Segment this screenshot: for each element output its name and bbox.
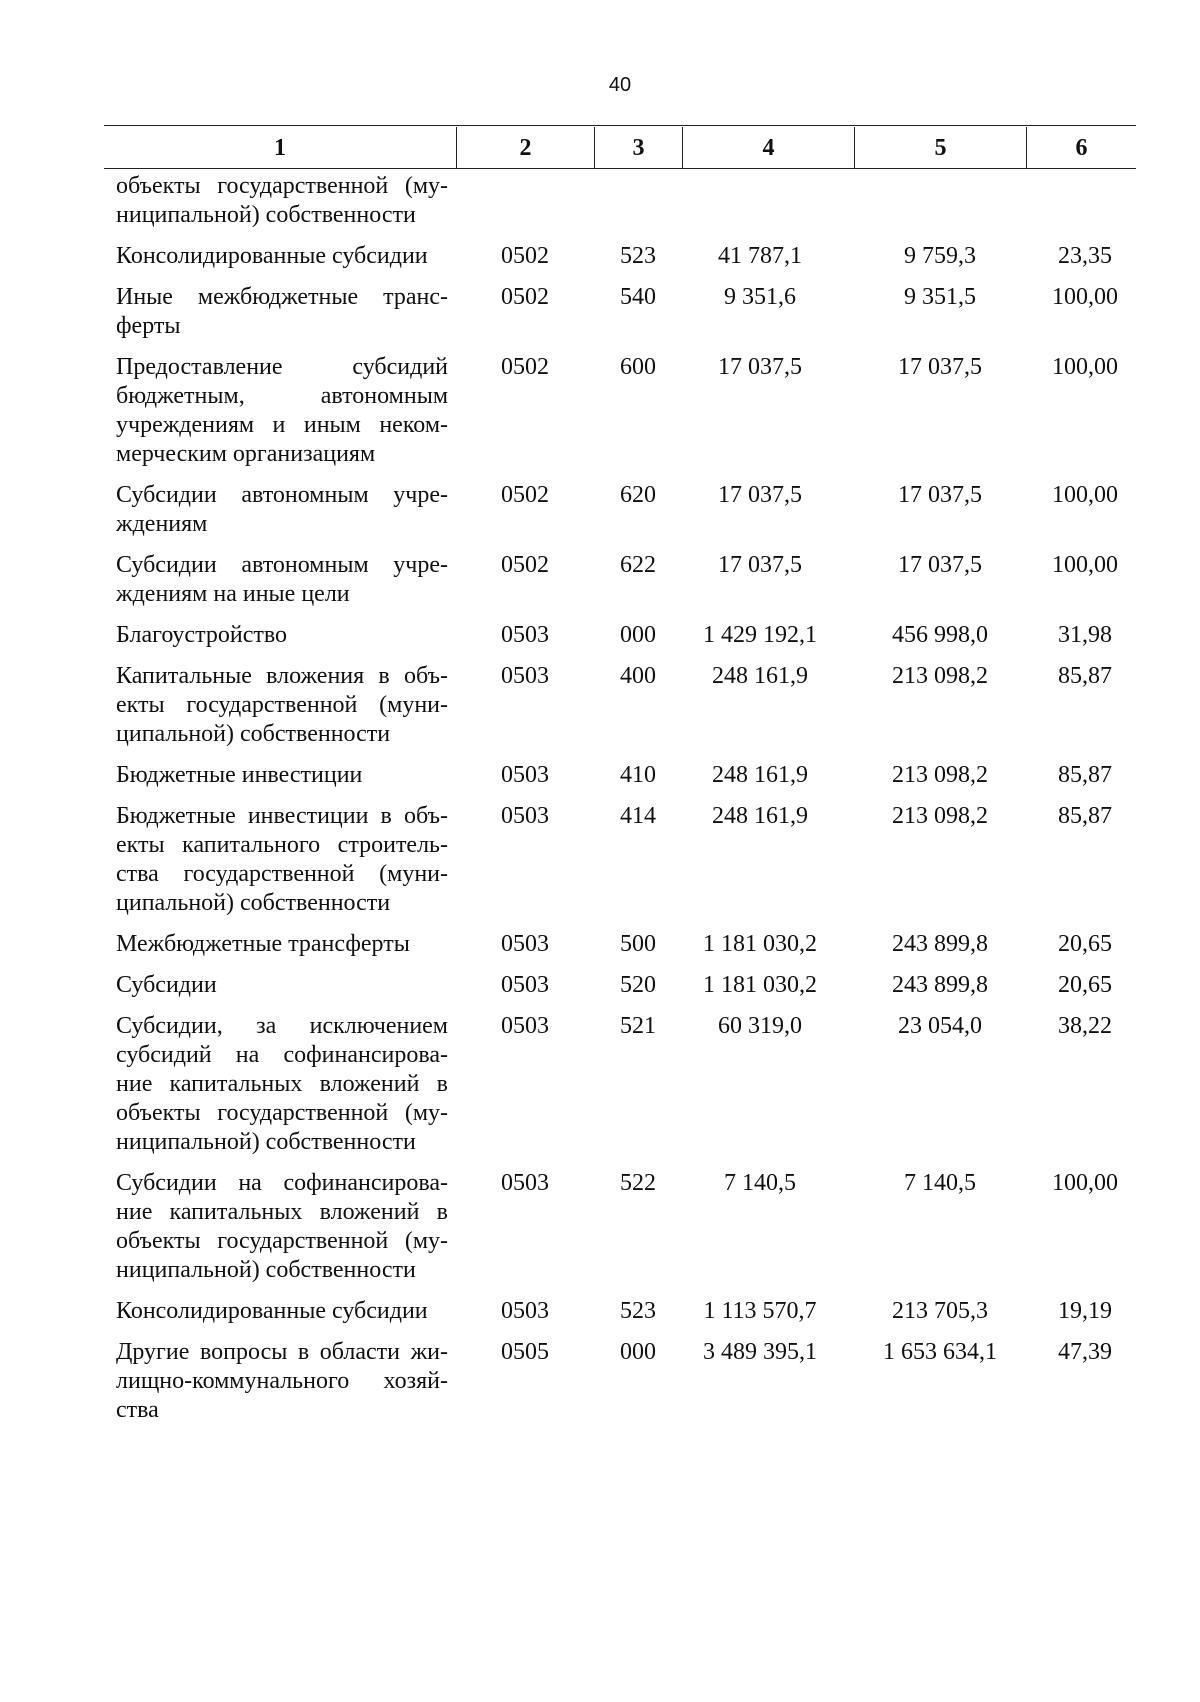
row-name-line: екты капитального строитель- — [116, 832, 448, 858]
cell-c4: 7 140,5 — [724, 1170, 796, 1196]
table-row — [104, 172, 1136, 230]
table-header — [104, 127, 1136, 169]
cell-c4: 17 037,5 — [718, 552, 802, 578]
row-name-line: Капитальные вложения в объ- — [116, 663, 448, 689]
row-name — [104, 172, 456, 230]
table-row — [104, 1297, 1136, 1326]
table-row — [104, 761, 1136, 790]
header-col-2: 2 — [456, 127, 594, 169]
cell-c3: 000 — [620, 1339, 656, 1365]
cell-c6: 20,65 — [1058, 931, 1112, 957]
cell-c6: 100,00 — [1052, 354, 1118, 380]
cell-c4: 248 161,9 — [712, 762, 808, 788]
row-name-line: объекты государственной (му- — [116, 173, 448, 199]
cell-c6: 20,65 — [1058, 972, 1112, 998]
row-name-line: Предоставление субсидий — [116, 354, 448, 380]
cell-c4 — [682, 172, 854, 230]
cell-c5: 17 037,5 — [898, 354, 982, 380]
table-row — [104, 971, 1136, 1000]
row-name-line: ждениям — [116, 511, 208, 537]
row-name — [104, 1012, 456, 1157]
table-row — [104, 283, 1136, 341]
row-name-line: ципальной) собственности — [116, 721, 391, 747]
row-name-line: объекты государственной (му- — [116, 1228, 448, 1254]
cell-c6: 23,35 — [1058, 243, 1112, 269]
cell-c3: 523 — [620, 1298, 656, 1324]
cell-c5: 7 140,5 — [904, 1170, 976, 1196]
cell-c6: 85,87 — [1058, 762, 1112, 788]
cell-c5: 17 037,5 — [898, 482, 982, 508]
row-name-line: ципальной) собственности — [116, 890, 391, 916]
table-row — [104, 930, 1136, 959]
table-row — [104, 1338, 1136, 1425]
row-name-line: учреждениям и иным неком- — [116, 412, 448, 438]
cell-c4: 3 489 395,1 — [703, 1339, 817, 1365]
cell-c6: 100,00 — [1052, 482, 1118, 508]
table-row — [104, 481, 1136, 539]
cell-c2: 0503 — [501, 622, 549, 648]
cell-c2: 0505 — [501, 1339, 549, 1365]
header-col-1: 1 — [274, 134, 286, 161]
row-name-line: Субсидии автономным учре- — [116, 482, 448, 508]
cell-c2: 0503 — [501, 803, 549, 829]
row-name — [104, 1338, 456, 1425]
row-name-line: Субсидии, за исключением — [116, 1013, 448, 1039]
page-number: 40 — [608, 74, 632, 96]
row-name-line: ние капитальных вложений в — [116, 1199, 448, 1225]
table-row — [104, 1012, 1136, 1157]
cell-c5: 213 705,3 — [892, 1298, 988, 1324]
cell-c2: 0503 — [501, 931, 549, 957]
row-name — [104, 1169, 456, 1285]
row-name-line: ждениям на иные цели — [116, 581, 350, 607]
header-col-5: 5 — [854, 127, 1026, 169]
cell-c2: 0502 — [501, 243, 549, 269]
cell-c3: 622 — [620, 552, 656, 578]
cell-c3: 414 — [620, 803, 656, 829]
row-name-line: Бюджетные инвестиции — [116, 762, 363, 788]
row-name-line: ниципальной) собственности — [116, 202, 416, 228]
cell-c5: 213 098,2 — [892, 762, 988, 788]
row-name-line: екты государственной (муни- — [116, 692, 448, 718]
row-name — [104, 551, 456, 609]
row-name-line: мерческим организациям — [116, 441, 376, 467]
row-name-line: ства государственной (муни- — [116, 861, 448, 887]
table-top-border — [104, 125, 1136, 126]
header-col-3: 3 — [594, 127, 682, 169]
cell-c5: 243 899,8 — [892, 931, 988, 957]
cell-c6: 100,00 — [1052, 284, 1118, 310]
cell-c4: 248 161,9 — [712, 803, 808, 829]
cell-c4: 1 181 030,2 — [703, 972, 817, 998]
cell-c3: 620 — [620, 482, 656, 508]
cell-c3: 400 — [620, 663, 656, 689]
cell-c4: 1 181 030,2 — [703, 931, 817, 957]
cell-c2: 0502 — [501, 354, 549, 380]
cell-c2: 0503 — [501, 1170, 549, 1196]
cell-c4: 17 037,5 — [718, 354, 802, 380]
cell-c5: 1 653 634,1 — [883, 1339, 997, 1365]
cell-c2: 0503 — [501, 663, 549, 689]
cell-c6: 85,87 — [1058, 803, 1112, 829]
cell-c2: 0502 — [501, 284, 549, 310]
cell-c2: 0502 — [501, 552, 549, 578]
row-name-line: Другие вопросы в области жи- — [116, 1339, 448, 1365]
row-name-line: Межбюджетные трансферты — [116, 931, 410, 957]
cell-c3 — [594, 172, 682, 230]
cell-c2: 0503 — [501, 972, 549, 998]
cell-c3: 000 — [620, 622, 656, 648]
table-row — [104, 353, 1136, 469]
table-row — [104, 802, 1136, 918]
row-name — [104, 283, 456, 341]
cell-c6: 38,22 — [1058, 1013, 1112, 1039]
cell-c2: 0502 — [501, 482, 549, 508]
cell-c5: 23 054,0 — [898, 1013, 982, 1039]
row-name-line: Субсидии на софинансирова- — [116, 1170, 448, 1196]
row-name-line: бюджетным, автономным — [116, 383, 448, 409]
cell-c3: 600 — [620, 354, 656, 380]
row-name — [104, 1297, 456, 1326]
table-row — [104, 1169, 1136, 1285]
row-name — [104, 621, 456, 650]
row-name — [104, 662, 456, 749]
row-name-line: Иные межбюджетные транс- — [116, 284, 448, 310]
cell-c6: 100,00 — [1052, 552, 1118, 578]
row-name — [104, 930, 456, 959]
cell-c5: 9 351,5 — [904, 284, 976, 310]
row-name-line: лищно-коммунального хозяй- — [116, 1368, 448, 1394]
row-name-line: Консолидированные субсидии — [116, 243, 428, 269]
cell-c3: 520 — [620, 972, 656, 998]
header-col-6: 6 — [1026, 127, 1136, 169]
cell-c5: 243 899,8 — [892, 972, 988, 998]
cell-c4: 1 429 192,1 — [703, 622, 817, 648]
row-name — [104, 242, 456, 271]
cell-c3: 521 — [620, 1013, 656, 1039]
cell-c3: 540 — [620, 284, 656, 310]
row-name-line: ниципальной) собственности — [116, 1257, 416, 1283]
cell-c5: 213 098,2 — [892, 663, 988, 689]
table-row — [104, 662, 1136, 749]
cell-c5 — [854, 172, 1026, 230]
row-name-line: субсидий на софинансирова- — [116, 1042, 448, 1068]
row-name — [104, 971, 456, 1000]
row-name-line: Благоустройство — [116, 622, 288, 648]
cell-c6: 31,98 — [1058, 622, 1112, 648]
row-name-line: ферты — [116, 313, 181, 339]
cell-c3: 410 — [620, 762, 656, 788]
cell-c5: 456 998,0 — [892, 622, 988, 648]
cell-c6: 19,19 — [1058, 1298, 1112, 1324]
row-name — [104, 481, 456, 539]
cell-c4: 17 037,5 — [718, 482, 802, 508]
row-name-line: Консолидированные субсидии — [116, 1298, 428, 1324]
row-name-line: ние капитальных вложений в — [116, 1071, 448, 1097]
row-name-line: Субсидии автономным учре- — [116, 552, 448, 578]
cell-c6: 100,00 — [1052, 1170, 1118, 1196]
cell-c5: 17 037,5 — [898, 552, 982, 578]
cell-c6: 85,87 — [1058, 663, 1112, 689]
cell-c2: 0503 — [501, 1298, 549, 1324]
cell-c2 — [456, 172, 594, 230]
cell-c6 — [1026, 172, 1136, 230]
table-row — [104, 551, 1136, 609]
table-body — [104, 172, 1136, 1437]
header-bottom-border — [104, 168, 1136, 169]
cell-c3: 523 — [620, 243, 656, 269]
cell-c2: 0503 — [501, 762, 549, 788]
cell-c6: 47,39 — [1058, 1339, 1112, 1365]
row-name-line: объекты государственной (му- — [116, 1100, 448, 1126]
header-col-4: 4 — [682, 127, 854, 169]
cell-c5: 9 759,3 — [904, 243, 976, 269]
cell-c4: 9 351,6 — [724, 284, 796, 310]
row-name — [104, 802, 456, 918]
table-row — [104, 621, 1136, 650]
cell-c3: 522 — [620, 1170, 656, 1196]
row-name-line: ства — [116, 1397, 159, 1423]
cell-c4: 60 319,0 — [718, 1013, 802, 1039]
row-name-line: Субсидии — [116, 972, 217, 998]
cell-c4: 41 787,1 — [718, 243, 802, 269]
cell-c4: 248 161,9 — [712, 663, 808, 689]
row-name-line: ниципальной) собственности — [116, 1129, 416, 1155]
cell-c5: 213 098,2 — [892, 803, 988, 829]
cell-c3: 500 — [620, 931, 656, 957]
cell-c2: 0503 — [501, 1013, 549, 1039]
table-row — [104, 242, 1136, 271]
row-name — [104, 761, 456, 790]
row-name-line: Бюджетные инвестиции в объ- — [116, 803, 448, 829]
cell-c4: 1 113 570,7 — [703, 1298, 817, 1324]
row-name — [104, 353, 456, 469]
